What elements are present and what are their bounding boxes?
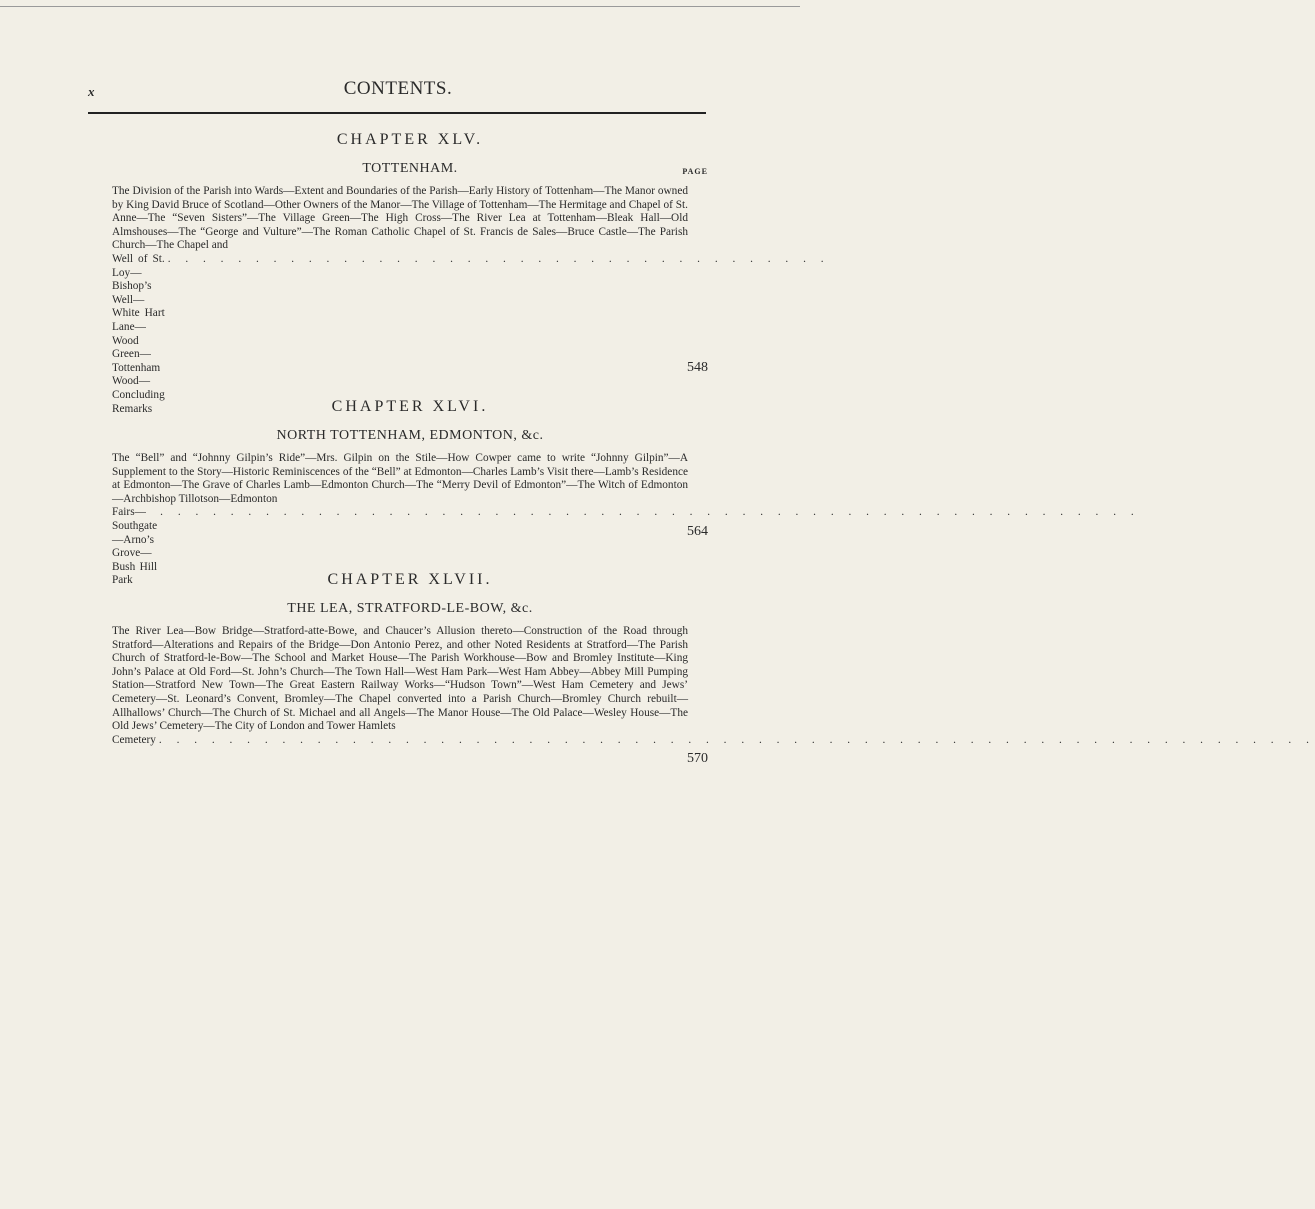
- chapter-heading: CHAPTER XLVII.: [327, 571, 493, 588]
- running-title: CONTENTS.: [343, 78, 453, 99]
- header-rule: [88, 112, 706, 114]
- page-reference: 564: [687, 524, 708, 539]
- chapter-summary: [112, 625, 1315, 747]
- summary-text: The Division of the Parish into Wards—Extent and Boundaries of the Parish—Early History of Tottenham—The Manor owned by King David Bruce of Scotland—Other Owners of the Manor—The Village of Tottenham—The Hermitage and Chapel of St. Anne—The “Seven Sisters”—The Village Green—The High Cross—The River Lea at Tottenham—Bleak Hall—Old Almshouses—The “George and Vulture”—The Roman Catholic Chapel of St. Francis de Sales—Bruce Castle—The Parish Church—The Chapel and: [112, 185, 688, 252]
- chapter-title: THE LEA, STRATFORD-LE-BOW, &c.: [287, 601, 533, 616]
- chapter-summary: [112, 452, 1140, 588]
- chapter-xlvii: [112, 571, 1315, 766]
- page-number: x: [88, 84, 95, 99]
- page-column-label: PAGE: [682, 167, 708, 176]
- chapter-title: TOTTENHAM.: [362, 161, 458, 176]
- summary-text-end: Cemetery: [112, 733, 156, 746]
- summary-text-end: Well of St. Loy—Bishop’s Well—White Hart Lane—Wood Green—Tottenham Wood—Concluding Remarks: [112, 252, 165, 415]
- summary-text-end: Fairs—Southgate—Arno’s Grove—Bush Hill Park: [112, 506, 158, 587]
- summary-text: The “Bell” and “Johnny Gilpin’s Ride”—Mrs. Gilpin on the Stile—How Cowper came to write “Johnny Gilpin”—A Supplement to the Story—Historic Reminiscences of the “Bell” at Edmonton—Charles Lamb’s Visit there—Lamb’s Residence at Edmonton—The Grave of Charles Lamb—Edmonton Church—The “Merry Devil of Edmonton”—The Witch of Edmonton—Archbishop Tillotson—Edmonton: [112, 452, 688, 505]
- chapter-summary: [112, 185, 830, 416]
- summary-last-line: [112, 733, 1315, 748]
- summary-text: The River Lea—Bow Bridge—Stratford-atte-Bowe, and Chaucer’s Allusion thereto—Construction of the Road through Stratford—Alterations and Repairs of the Bridge—Don Antonio Perez, and other Noted Residents at Stratford—The Parish Church of Stratford-le-Bow—The School and Market House—The Parish Workhouse—Bow and Bromley Institute—King John’s Palace at Old Ford—St. John’s Church—The Town Hall—West Ham Park—West Ham Abbey—Abbey Mill Pumping Station—Stratford New Town—The Great Eastern Railway Works—“Hudson Town”—West Ham Cemetery and Jews’ Cemetery—St. Leonard’s Convent, Bromley—The Chapel converted into a Parish Church—Bromley Church rebuilt—Allhallows’ Church—The Church of St. Michael and all Angels—The Manor House—The Old Palace—Wesley House—The Old Jews’ Cemetery—The City of London and Tower Hamlets: [112, 625, 688, 733]
- top-edge-rule: [0, 6, 800, 7]
- page-reference: 548: [687, 360, 708, 375]
- chapter-xlvi: [112, 398, 1140, 588]
- chapter-title: NORTH TOTTENHAM, EDMONTON, &c.: [276, 428, 544, 443]
- dot-leader: . . . . . . . . . . . . . . . . . . . . . . . . . . . . . . . . . . . . . . . . . . . . . . . . . . . . . . . .: [160, 506, 1140, 519]
- dot-leader: . . . . . . . . . . . . . . . . . . . . . . . . . . . . . . . . . . . . . .: [167, 252, 830, 265]
- chapter-heading: CHAPTER XLVI.: [331, 398, 489, 415]
- chapter-heading: CHAPTER XLV.: [336, 131, 484, 148]
- page-reference: 570: [687, 751, 708, 766]
- chapter-xlv: [112, 131, 830, 416]
- dot-leader: . . . . . . . . . . . . . . . . . . . . . . . . . . . . . . . . . . . . . . . . . . . . . . . . . . . . . . . . . . . . . . . . . .: [158, 733, 1315, 746]
- page-header: [88, 78, 708, 112]
